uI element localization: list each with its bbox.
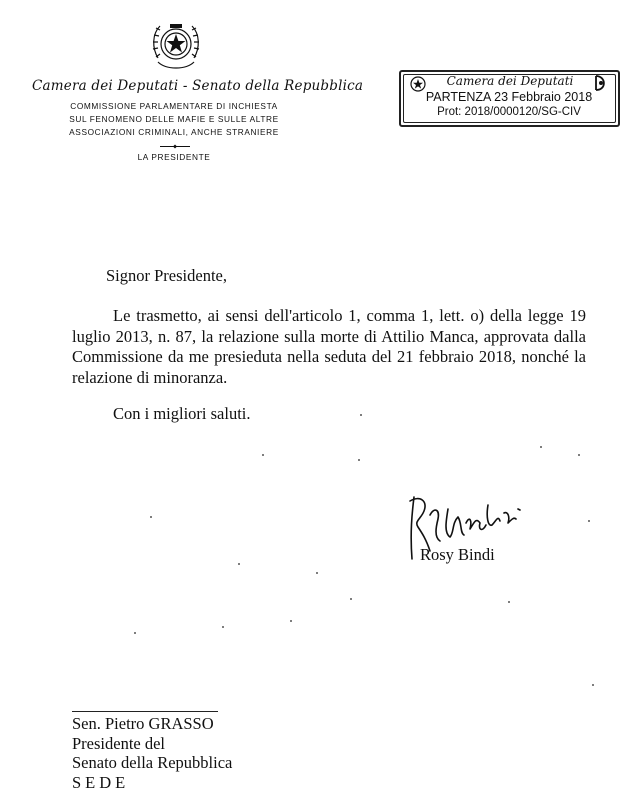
- addressee-institution: Senato della Repubblica: [72, 753, 233, 772]
- letter-closing: Con i migliori saluti.: [113, 404, 251, 423]
- scan-speck: [578, 454, 580, 456]
- scan-speck: [316, 572, 318, 574]
- letter-paragraph: [72, 306, 586, 388]
- commission-line: ASSOCIAZIONI CRIMINALI, ANCHE STRANIERE: [69, 127, 279, 137]
- scan-speck: [540, 446, 542, 448]
- scan-speck: [150, 516, 152, 518]
- scan-speck: [592, 684, 594, 686]
- scan-speck: [360, 414, 362, 416]
- addressee-block: [72, 714, 232, 792]
- commission-name: [38, 100, 310, 139]
- scan-speck: [588, 520, 590, 522]
- addressee-role: Presidente del: [72, 733, 166, 753]
- addressee-rule: [72, 711, 218, 712]
- institution-heading: Camera dei Deputati - Senato della Repubblica: [32, 78, 364, 94]
- commission-line: COMMISSIONE PARLAMENTARE DI INCHIESTA: [70, 101, 278, 111]
- letter-paragraph-text: Le trasmetto, ai sensi dell'articolo 1, comma 1, lett. o) della legge 19 luglio 2013, n. 87, la relazione sulla morte di Attilio Manca, approvata dalla Commissione da me presieduta nella seduta del 21 febbraio 2018, nonché la relazione di minoranza.: [72, 306, 586, 387]
- scan-speck: [222, 626, 224, 628]
- scan-speck: [262, 454, 264, 456]
- president-title: LA PRESIDENTE: [137, 152, 211, 162]
- scan-speck: [238, 563, 240, 565]
- signer-name: Rosy Bindi: [420, 545, 495, 564]
- scan-speck: [350, 598, 352, 600]
- scan-speck: [508, 601, 510, 603]
- scan-speck: [358, 459, 360, 461]
- stamp-chamber-name: Camera dei Deputati: [446, 74, 574, 88]
- italian-republic-emblem-icon: [150, 18, 202, 72]
- addressee-seat: SEDE: [72, 772, 130, 792]
- commission-line: SUL FENOMENO DELLE MAFIE E SULLE ALTRE: [69, 114, 279, 124]
- letter-salutation: Signor Presidente,: [106, 266, 227, 285]
- stamp-departure-date: PARTENZA 23 Febbraio 2018: [425, 90, 593, 104]
- scan-speck: [134, 632, 136, 634]
- addressee-name: Sen. Pietro GRASSO: [72, 714, 214, 733]
- stamp-protocol-number: Prot: 2018/0000120/SG-CIV: [437, 106, 581, 118]
- scan-speck: [290, 620, 292, 622]
- ornament-divider: [160, 144, 190, 149]
